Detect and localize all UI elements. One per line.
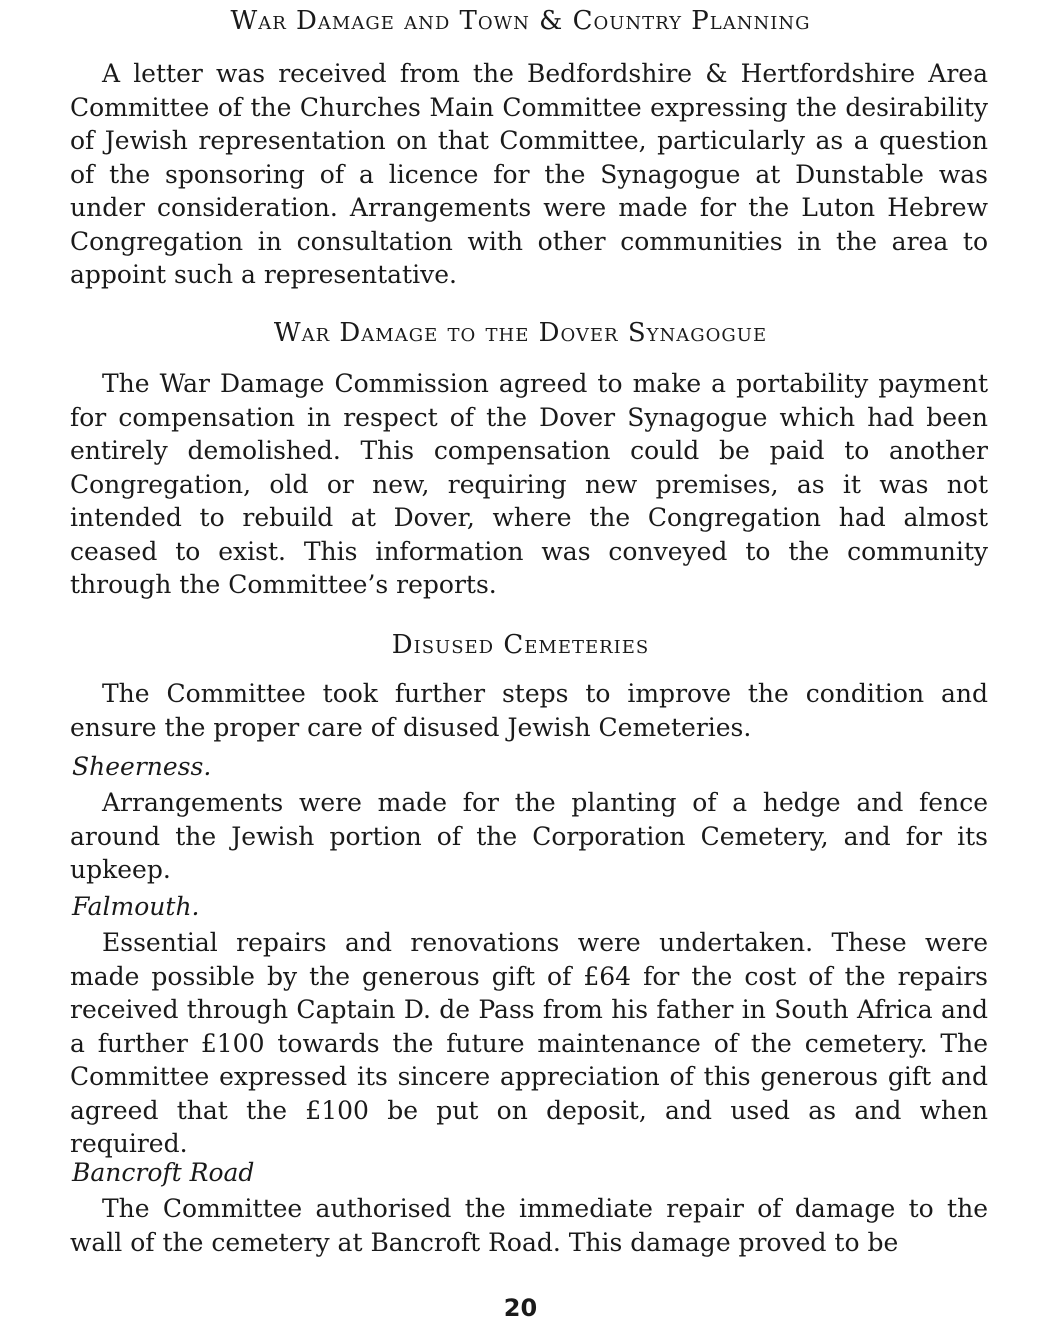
paragraph-cemeteries-intro: The Committee took further steps to improve the condition and ensure the proper care of disused Jewish Cemeteries. <box>70 679 988 742</box>
subheading-falmouth: Falmouth. <box>72 892 200 921</box>
page-number: 20 <box>503 1294 538 1322</box>
paragraph-falmouth: Essential repairs and renovations were undertaken. These were made possible by the generous gift of £64 for the cost of the repairs received through Captain D. de Pass from his father in South Africa and a further £100 towards the future maintenance of the cemetery. The Committee expressed its sincere appreciation of this generous gift and agreed that the £100 be put on deposit, and used as and when required. <box>70 928 988 1158</box>
subheading-bancroft-road: Bancroft Road <box>72 1158 255 1187</box>
paragraph-dover-compensation: The War Damage Commission agreed to make a portability payment for compensation in respect of the Dover Synagogue which had been entirely demolished. This compensation could be paid to another Congregation, old or new, requiring new premises, as it was not intended to rebuild at Dover, where the Congregation had almost ceased to exist. This information was conveyed to the community through the Committee’s reports. <box>70 369 988 599</box>
paragraph-sheerness: Arrangements were made for the planting of a hedge and fence around the Jewish portion of the Corporation Cemetery, and for its upkeep. <box>70 788 988 884</box>
paragraph-bancroft-road: The Committee authorised the immediate repair of damage to the wall of the cemetery at Bancroft Road. This damage proved to be <box>70 1194 988 1257</box>
section-heading-dover-synagogue: War Damage to the Dover Synagogue <box>273 318 768 348</box>
section-heading-war-damage-planning: War Damage and Town & Country Planning <box>230 6 811 36</box>
paragraph-area-committee-letter: A letter was received from the Bedfordshire & Hertfordshire Area Committee of the Churches Main Committee expressing the desirability of Jewish representation on that Committee, particularly as a question of the sponsoring of a licence for the Synagogue at Dunstable was under consideration. Arrangements were made for the Luton Hebrew Congregation in consultation with other communities in the area to appoint such a representative. <box>70 59 988 289</box>
section-heading-disused-cemeteries: Disused Cemeteries <box>391 630 650 660</box>
subheading-sheerness: Sheerness. <box>72 752 212 781</box>
